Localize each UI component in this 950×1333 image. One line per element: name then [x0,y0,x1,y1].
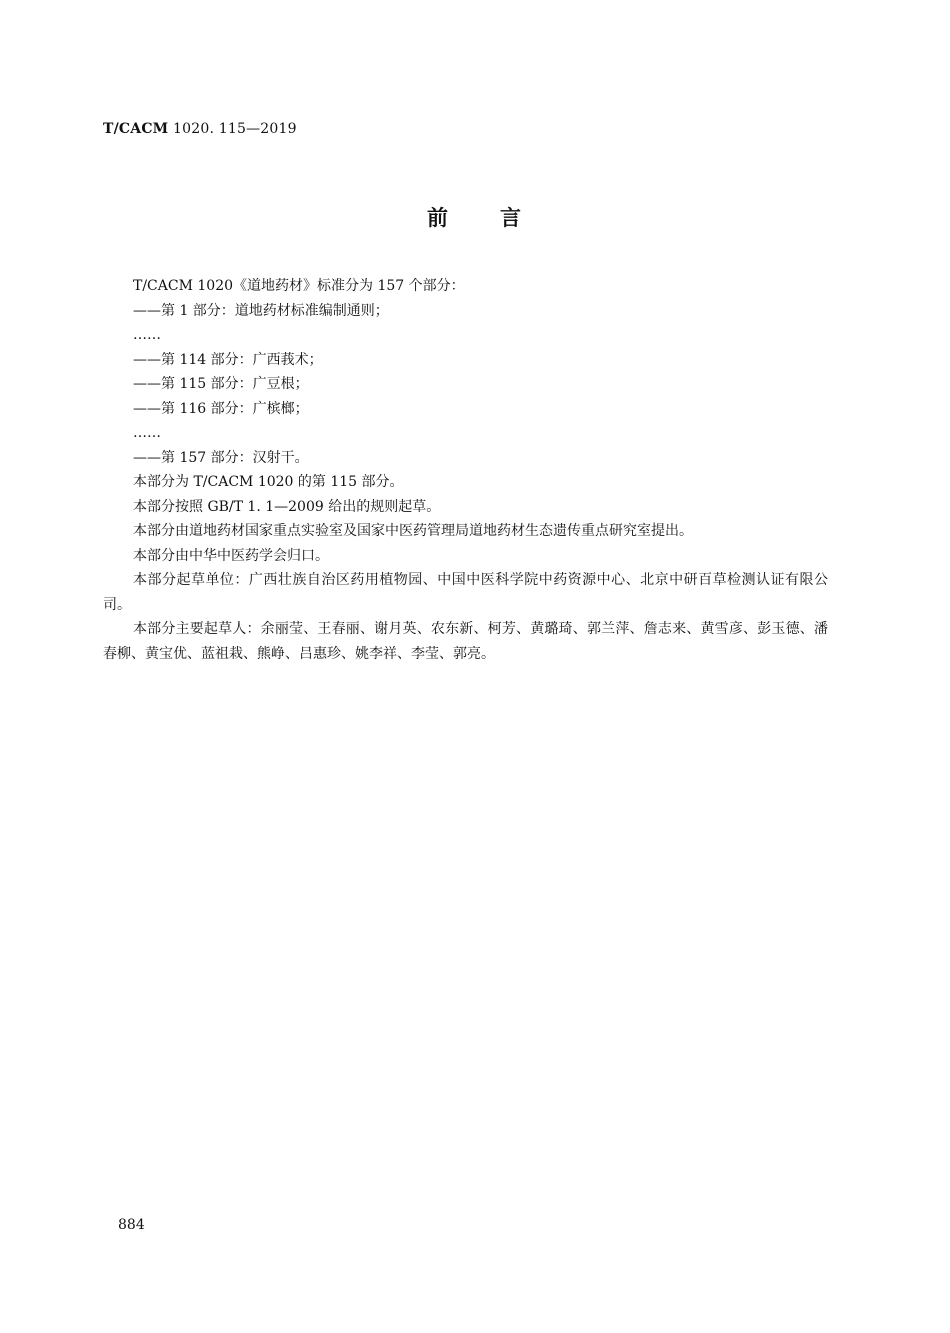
drafters-paragraph: 本部分主要起草人：余丽莹、王春丽、谢月英、农东新、柯芳、黄璐琦、郭兰萍、詹志来、黄雪彦、彭玉德、潘春柳、黄宝优、蓝祖栽、熊峥、吕惠珍、姚李祥、李莹、郭亮。 [103,621,828,662]
paragraph: 本部分由中华中医药学会归口。 [133,547,329,564]
list-item: ——第 115 部分：广豆根； [133,376,309,392]
list-item: ——第 157 部分：汉射干。 [133,449,309,466]
list-item: ——第 114 部分：广西莪术； [133,351,323,368]
paragraph: 本部分为 T/CACM 1020 的第 115 部分。 [133,474,404,490]
list-item: ——第 1 部分：道地药材标准编制通则； [133,302,389,319]
standard-code-number: 1020. 115—2019 [168,121,297,137]
page-title [0,202,950,232]
drafting-units-paragraph: 本部分起草单位：广西壮族自治区药用植物园、中国中医科学院中药资源中心、北京中研百草检测认证有限公司。 [103,572,828,613]
page-number: 884 [118,1217,145,1233]
standard-code-prefix: T/CACM [103,121,169,137]
list-ellipsis: …… [133,327,161,343]
intro-line: T/CACM 1020《道地药材》标准分为 157 个部分： [133,278,465,294]
title-char-2: 言 [500,205,523,230]
foreword-body [103,274,828,666]
paragraph: 本部分由道地药材国家重点实验室及国家中医药管理局道地药材生态遗传重点研究室提出。 [133,523,693,539]
standard-code [103,121,297,137]
paragraph: 本部分按照 GB/T 1. 1—2009 给出的规则起草。 [133,498,441,515]
list-item: ——第 116 部分：广槟榔； [133,400,309,417]
list-ellipsis: …… [133,425,161,441]
title-char-1: 前 [427,205,450,230]
